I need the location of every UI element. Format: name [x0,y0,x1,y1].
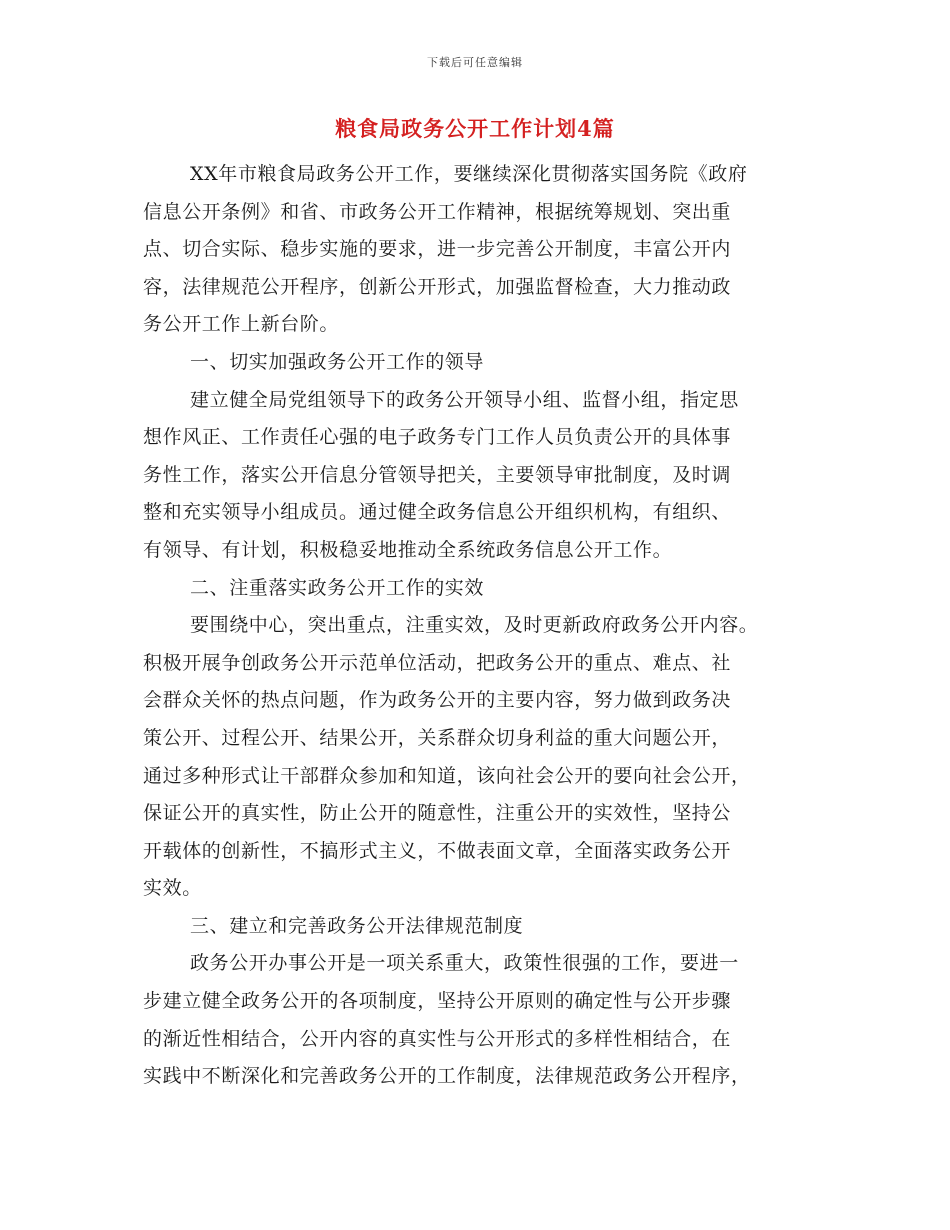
paragraph-line: 策公开、过程公开、结果公开，关系群众切身利益的重大问题公开， [143,726,732,749]
paragraph-line: 务性工作，落实公开信息分管领导把关，主要领导审批制度，及时调 [143,463,732,486]
paragraph-line: 容，法律规范公开程序，创新公开形式，加强监督检查，大力推动政 [143,275,732,298]
section-heading: 二、注重落实政务公开工作的实效 [190,576,485,599]
paragraph-line: 的渐近性相结合，公开内容的真实性与公开形式的多样性相结合，在 [143,1027,732,1050]
paragraph-line: 实效。 [143,877,202,900]
paragraph-line: 点、切合实际、稳步实施的要求，进一步完善公开制度，丰富公开内 [143,238,732,261]
paragraph-line: XX年市粮食局政务公开工作，要继续深化贯彻落实国务院《政府 [190,163,748,185]
paragraph-line: 实践中不断深化和完善政务公开的工作制度，法律规范政务公开程序， [143,1065,751,1088]
section-heading: 一、切实加强政务公开工作的领导 [190,350,485,373]
paragraph-line: 积极开展争创政务公开示范单位活动，把政务公开的重点、难点、社 [143,651,732,674]
section-heading: 三、建立和完善政务公开法律规范制度 [190,914,524,937]
paragraph-line: 建立健全局党组领导下的政务公开领导小组、监督小组，指定思 [190,388,739,411]
document-body [143,156,808,1096]
paragraph-line: 会群众关怀的热点问题，作为政务公开的主要内容，努力做到政务决 [143,689,732,712]
paragraph-line: 信息公开条例》和省、市政务公开工作精神，根据统筹规划、突出重 [143,200,732,223]
document-title: 粮食局政务公开工作计划4篇 [335,116,615,141]
paragraph-line: 保证公开的真实性，防止公开的随意性，注重公开的实效性，坚持公 [143,802,732,825]
paragraph-line: 通过多种形式让干部群众参加和知道，该向社会公开的要向社会公开， [143,764,751,787]
paragraph-line: 想作风正、工作责任心强的电子政务专门工作人员负责公开的具体事 [143,426,732,449]
paragraph-line: 步建立健全政务公开的各项制度，坚持公开原则的确定性与公开步骤 [143,990,732,1013]
paragraph-line: 要围绕中心，突出重点，注重实效，及时更新政府政务公开内容。 [190,614,759,637]
paragraph-line: 开载体的创新性，不搞形式主义，不做表面文章，全面落实政务公开 [143,839,732,862]
paragraph-line: 务公开工作上新台阶。 [143,313,340,336]
paragraph-line: 整和充实领导小组成员。通过健全政务信息公开组织机构，有组织、 [143,501,732,524]
paragraph-line: 有领导、有计划，积极稳妥地推动全系统政务信息公开工作。 [143,538,673,561]
paragraph-line: 政务公开办事公开是一项关系重大，政策性很强的工作，要进一 [190,952,739,975]
page-header-note: 下载后可任意编辑 [427,56,523,69]
